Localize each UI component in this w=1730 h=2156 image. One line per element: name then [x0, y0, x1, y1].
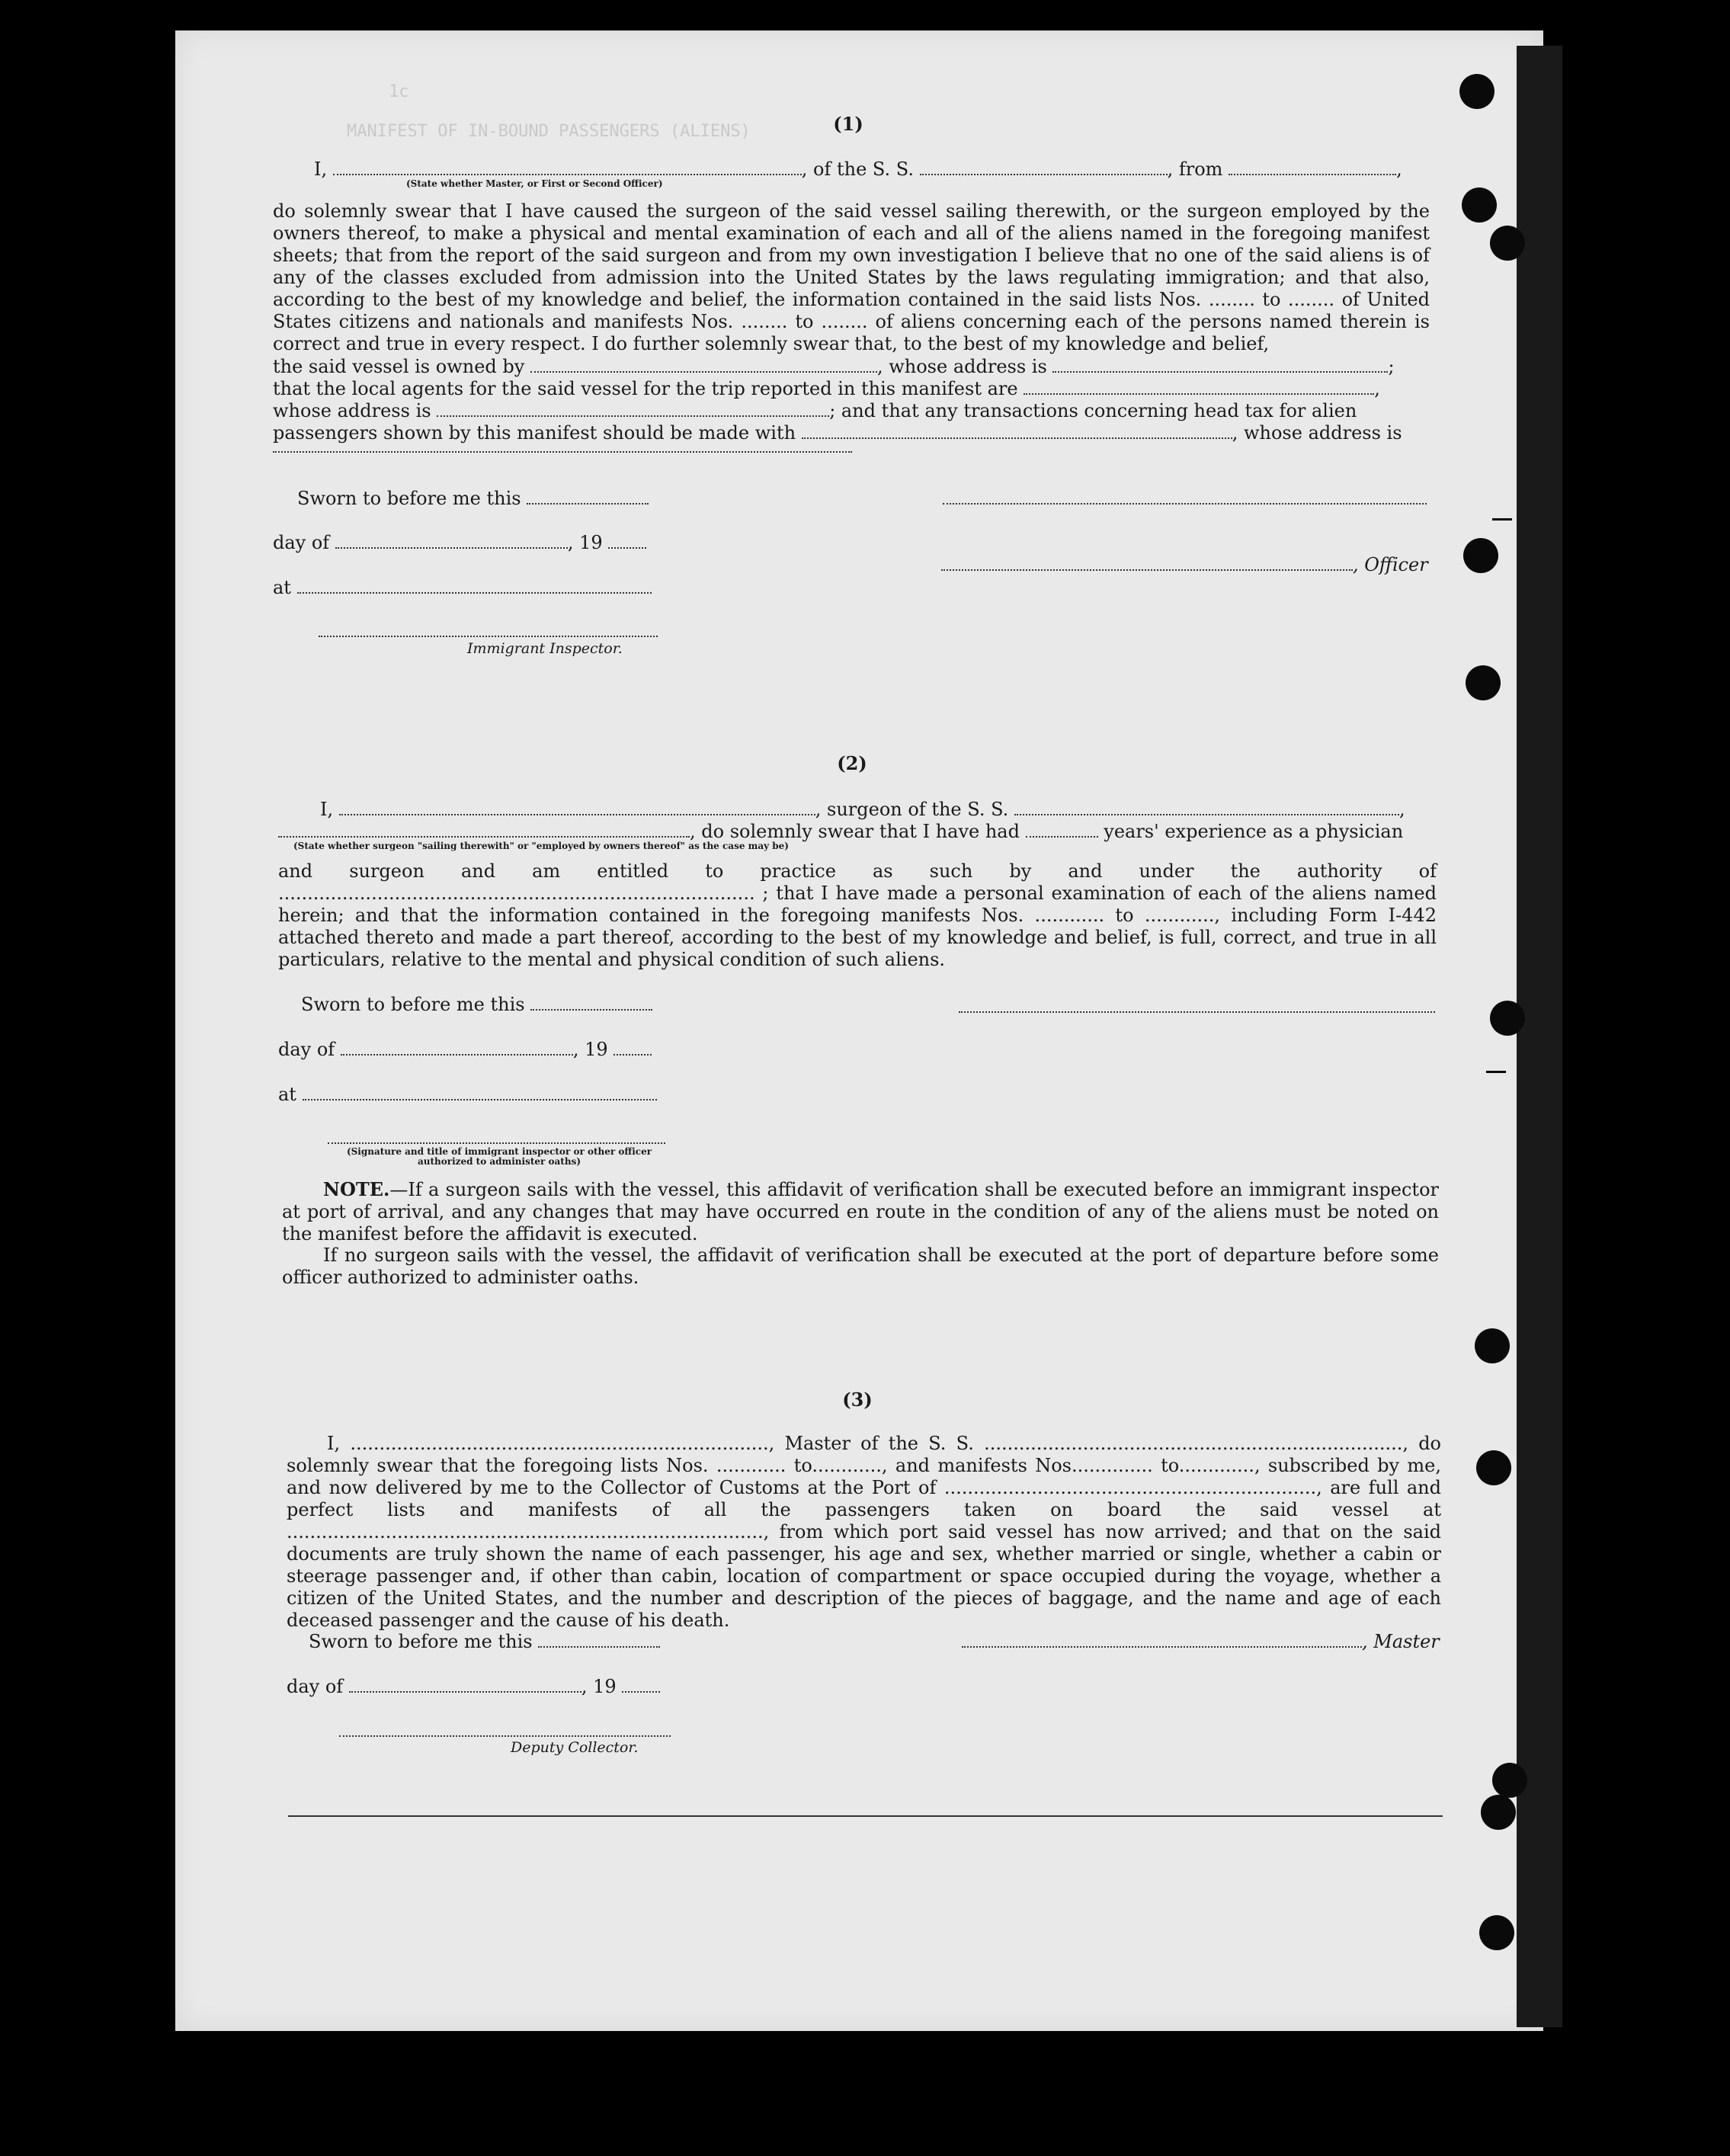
- agents-field[interactable]: [1024, 381, 1374, 395]
- section-3-day-of: [287, 1676, 660, 1698]
- head-tax-contact-field[interactable]: [802, 425, 1232, 439]
- sworn-place-field[interactable]: [297, 580, 652, 594]
- officer-signature-field[interactable]: [941, 557, 1353, 571]
- agents-address-field[interactable]: [437, 403, 829, 417]
- years-experience-label: years' experience as a physician: [1104, 821, 1404, 842]
- section-1-at: [273, 577, 652, 599]
- bottom-rule: [288, 1815, 1443, 1817]
- sworn-year-field[interactable]: [614, 1042, 652, 1056]
- departure-port-field[interactable]: [1229, 162, 1396, 175]
- year-label: , 19: [581, 1676, 617, 1697]
- owned-by-label: the said vessel is owned by: [273, 356, 525, 377]
- ship-name-field[interactable]: [920, 162, 1168, 175]
- sworn-month-field[interactable]: [335, 535, 568, 549]
- section-3-sworn: [309, 1631, 660, 1653]
- master-signature-line: [962, 1631, 1440, 1653]
- punch-hole: [1479, 1915, 1514, 1950]
- day-of-label: day of: [287, 1676, 344, 1697]
- section-2-i: I,: [320, 799, 334, 820]
- sworn-label: Sworn to before me this: [301, 994, 525, 1015]
- inspector-signature-field[interactable]: [319, 634, 658, 637]
- note-text: —If a surgeon sails with the vessel, this affidavit of verification shall be executed before an immigrant inspector at port of arrival, and any changes that may have occurred en route in the condition of any of the aliens must be noted on the manifest before the affidavit is executed.: [282, 1179, 1439, 1245]
- section-2-number: (2): [837, 752, 867, 774]
- contact-address-label: , whose address is: [1232, 422, 1402, 444]
- year-label: , 19: [567, 532, 603, 553]
- collector-signature-field[interactable]: [339, 1734, 671, 1737]
- sworn-day-field[interactable]: [530, 997, 652, 1011]
- at-label: at: [278, 1084, 296, 1105]
- punch-hole: [1490, 1001, 1525, 1036]
- surgeon-ss-label: , surgeon of the S. S.: [815, 799, 1009, 820]
- punch-hole: [1459, 74, 1495, 109]
- sworn-year-field[interactable]: [608, 535, 646, 549]
- section-1-day-of: [273, 532, 646, 554]
- years-experience-field[interactable]: [1026, 824, 1098, 838]
- punch-hole: [1481, 1795, 1516, 1830]
- day-of-label: day of: [278, 1039, 335, 1060]
- owner-address-label: , whose address is: [876, 356, 1047, 377]
- sworn-month-field[interactable]: [349, 1679, 581, 1693]
- punch-hole: [1492, 1763, 1527, 1798]
- passengers-label: passengers shown by this manifest should be made with: [273, 422, 796, 444]
- section-1-owned-line: the said vessel is owned by , whose address is ;: [273, 356, 1395, 377]
- surgeon-ship-field[interactable]: [1014, 802, 1399, 815]
- sworn-label: Sworn to before me this: [297, 488, 521, 509]
- agents-label: that the local agents for the said vessel for the trip reported in this manifest are: [273, 378, 1018, 399]
- inspector-signature-field[interactable]: [328, 1141, 665, 1144]
- sworn-month-field[interactable]: [341, 1042, 573, 1056]
- sworn-day-field[interactable]: [527, 491, 649, 505]
- section-2-day-of: [278, 1039, 652, 1061]
- bleed-through-heading: MANIFEST OF IN-BOUND PASSENGERS (ALIENS): [347, 122, 751, 141]
- officer-signature-line: [941, 554, 1428, 576]
- page-edge: [1517, 46, 1562, 2027]
- punch-hole: [1466, 665, 1501, 700]
- section-1-agents-address-line: [273, 400, 1357, 422]
- punch-hole: [1490, 226, 1525, 261]
- punch-hole: [1475, 1328, 1510, 1363]
- margin-mark: [1486, 1071, 1506, 1073]
- sworn-place-field[interactable]: [303, 1087, 657, 1100]
- master-caption: , Master: [1362, 1631, 1440, 1652]
- sworn-day-field[interactable]: [538, 1634, 660, 1648]
- sworn-year-field[interactable]: [622, 1679, 660, 1693]
- section-1-from-label: , from: [1167, 159, 1223, 180]
- at-label: at: [273, 577, 291, 598]
- surgeon-signature-field[interactable]: [959, 1010, 1435, 1013]
- year-label: , 19: [572, 1039, 608, 1060]
- owner-address-field[interactable]: [1052, 359, 1388, 373]
- section-1-body: do solemnly swear that I have caused the surgeon of the said vessel sailing therewith, or the surgeon employed by the owners thereof, to make a physical and mental examination of each and all of the aliens named in the foregoing manifest sheets; that from the report of the said surgeon and from my own investigation I believe that no one of the said aliens is of any of the classes excluded from admission into the United States by the laws regulating immigration; and that also, according to the best of my knowledge and belief, the information contained in the said lists Nos. ........ to ........ of United States citizens and nationals and manifests Nos. ........ to ........ of aliens concerning each of the persons named therein is correct and true in every respect. I do further solemnly swear that, to the best of my knowledge and belief,: [273, 200, 1430, 354]
- margin-mark: [1492, 518, 1512, 521]
- collector-caption: Deputy Collector.: [511, 1739, 639, 1756]
- section-2-note: [282, 1178, 1439, 1245]
- owner-field[interactable]: [530, 359, 877, 373]
- surgeon-status-note: (State whether surgeon "sailing therewith" or "employed by owners thereof" as the case may be): [293, 841, 789, 851]
- section-1-passengers-line: [273, 422, 1402, 444]
- master-signature-field-1[interactable]: [943, 501, 1427, 505]
- section-2-line-1: I, , surgeon of the S. S. ,: [320, 799, 1405, 820]
- section-1-agents-line: that the local agents for the said vessel for the trip reported in this manifest are ,: [273, 378, 1380, 399]
- section-1-sworn: [297, 488, 649, 510]
- section-1-ss-label: , of the S. S.: [801, 159, 914, 180]
- day-of-label: day of: [273, 532, 330, 553]
- officer-title-field[interactable]: [333, 162, 802, 175]
- section-1-number: (1): [833, 113, 863, 135]
- contact-address-field[interactable]: [273, 450, 852, 453]
- bleed-through-number: 1c: [389, 82, 409, 101]
- section-2-at: [278, 1084, 657, 1106]
- sworn-label: Sworn to before me this: [309, 1631, 533, 1652]
- inspector-caption: (Signature and title of immigrant inspector or other officer authorized to administer oaths): [346, 1146, 652, 1167]
- section-2-line-2: [278, 821, 1403, 843]
- section-1-officer-note: (State whether Master, or First or Second Officer): [406, 178, 663, 189]
- section-2-body: and surgeon and am entitled to practice as such by and under the authority of .................................................................................. ; that I have made a personal examination of each of the aliens named herein; and that the information contained in the foregoing manifests Nos. ............ to ............, including Form I-442 attached thereto and made a part thereof, according to the best of my knowledge and belief, is full, correct, and true in all particulars, relative to the mental and physical condition of such aliens.: [278, 860, 1437, 970]
- surgeon-name-field[interactable]: [339, 802, 815, 815]
- punch-hole: [1476, 1450, 1511, 1485]
- surgeon-status-field[interactable]: [278, 824, 690, 838]
- head-tax-text: ; and that any transactions concerning head tax for alien: [829, 400, 1357, 421]
- surgeon-swear-text: , do solemnly swear that I have had: [690, 821, 1020, 842]
- section-1-line-1: I, , of the S. S. , from ,: [314, 159, 1402, 180]
- punch-hole: [1462, 187, 1497, 223]
- section-2-sworn: [301, 994, 652, 1016]
- punch-hole: [1463, 538, 1498, 573]
- section-3-number: (3): [842, 1389, 873, 1411]
- note-label: NOTE.: [323, 1178, 390, 1200]
- master-signature-field[interactable]: [962, 1634, 1362, 1648]
- agents-address-label: whose address is: [273, 400, 431, 421]
- section-3-body: I, ........................................................................, Master of the S. S. ........................................................................, do solemnly swear that the foregoing lists Nos. ............ to............, and manifests Nos.............. to............., subscribed by me, and now delivered by me to the Collector of Customs at the Port of ................................................................, are full and perfect lists and manifests of all the passengers taken on board the said vessel at .................................................................................., from which port said vessel has now arrived; and that on the said documents are truly shown the name of each passenger, his age and sex, whether married or single, whether a cabin or steerage passenger and, if other than cabin, location of compartment or space occupied during the voyage, whether a citizen of the United States, and the number and description of the pieces of baggage, and the name and age of each deceased passenger and the cause of his death.: [287, 1433, 1441, 1631]
- inspector-caption: Immigrant Inspector.: [467, 640, 623, 657]
- section-2-note-2: If no surgeon sails with the vessel, the affidavit of verification shall be executed at the port of departure before some officer authorized to administer oaths.: [282, 1245, 1439, 1288]
- officer-caption: , Officer: [1353, 554, 1428, 575]
- section-1-i: I,: [314, 159, 328, 180]
